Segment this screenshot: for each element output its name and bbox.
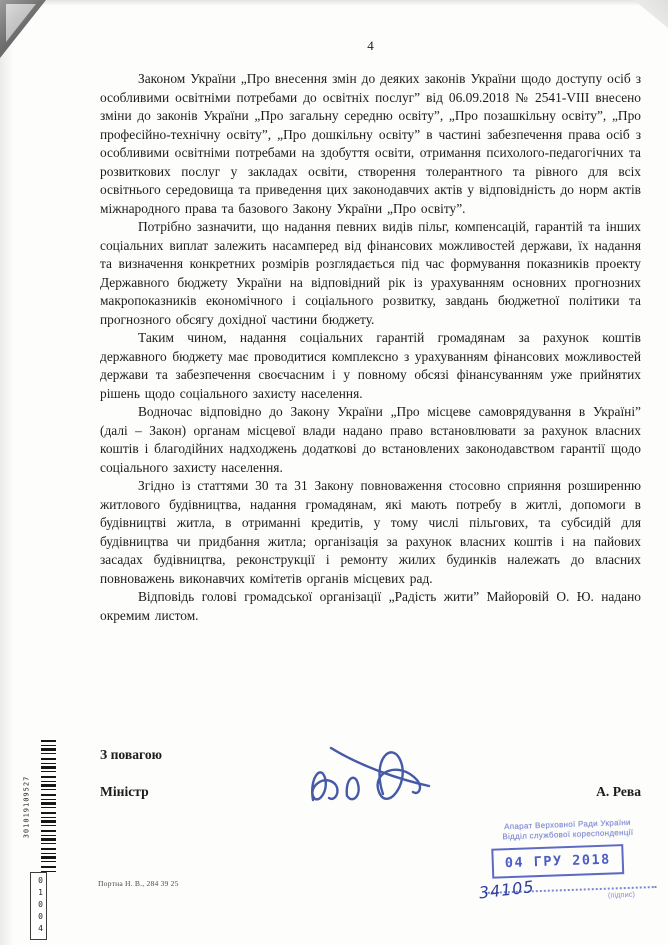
barcode-sticker [22,740,58,874]
barcode-bars [41,740,56,874]
scan-top-shadow [0,0,668,6]
paragraph-1: Законом України „Про внесення змін до деяких законів України щодо доступу осіб з особливими освітніми потребами до освітніх послуг” від 06.09.2018 № 2541-VIII внесено зміни до законів України „Про загальну середню освіту”, „Про позашкільну освіту”, „Про професійно-технічну освіту”, „Про дошкільну освіту” в частині забезпечення права осіб з особливими освітніми потребами на здобуття освіти, отримання психолого-педагогічних та розвиткових послуг у закладах освіти, створення толерантного та рівного для всіх освітнього середовища та приведення цих законодавчих актів у відповідність до норм актів міжнародного права та базового Закону України „Про освіту”. [100,71,641,216]
folded-corner-top-right [634,0,668,28]
executor-note: Портна Н. В., 284 39 25 [98,879,179,888]
page-number: 4 [367,38,374,53]
stamp-handwritten-number: 34105 [477,876,536,903]
stamp-signature-label: (підпис) [607,889,636,900]
stamp-date-box [491,844,624,879]
signer-title: Міністр [100,784,149,799]
paragraph-6: Відповідь голові громадської організації „Радість жити” Майоровій О. Ю. надано окремим листом. [100,589,641,623]
folded-corner-top-left [0,0,46,58]
barcode-number: 301019109527 [22,775,31,839]
stamp-date: 04 ГРУ 2018 [504,851,611,872]
paragraph-4: Водночас відповідно до Закону України „Про місцеве самоврядування в Україні” (далі – Закон) органам місцевої влади надано право встановлювати за рахунок власних коштів і благодійних надходжень додаткові до встановлених законодавством гарантії щодо соціального захисту населення. [100,404,641,475]
scan-edge-shadow [0,0,14,945]
stamp-org-line1: Апарат Верховної Ради України [504,817,631,832]
handwritten-signature [295,728,445,826]
paragraph-3: Таким чином, надання соціальних гарантій громадянам за рахунок коштів державного бюджету має проводитися комплексно з урахуванням фінансових можливостей держави та забезпечення своєчасним і у повному обсязі фінансуванням уже прийнятих рішень щодо соціального захисту населення. [100,330,641,401]
paragraph-5: Згідно із статтями 30 та 31 Закону повноваження стосовно сприяння розширенню житлового будівництва, надання громадянам, які мають потребу в житлі, допомоги в будівництві житла, в отриманні кредитів, у тому числі пільгових, та субсидій для будівництва чи придбання житла; організація за рахунок власних коштів і на пайових засадах будівництва, реконструкції і ремонту жилих будинків належать до власних повноважень виконавчих комітетів органів місцевих рад. [100,478,641,586]
incoming-correspondence-stamp [472,817,665,920]
stamp-org-line2: Відділ службової кореспонденції [502,827,634,841]
closing-salutation: З повагою [100,747,163,762]
signer-name: А. Рева [596,784,641,799]
document-body [100,38,641,625]
paragraph-2: Потрібно зазначити, що надання певних видів пільг, компенсацій, гарантій та інших соціальних виплат залежить насамперед від фінансових можливостей держави, їх надання та визначення конкретних розмірів розглядається під час формування показників проекту Державного бюджету України на відповідний рік із урахуванням основних прогнозних макропоказників економічного і соціального розвитку, завдань бюджетної політики та прогнозного обсягу дохідної частини бюджету. [100,219,641,327]
barcode-digits-box: 01004 [30,872,47,940]
